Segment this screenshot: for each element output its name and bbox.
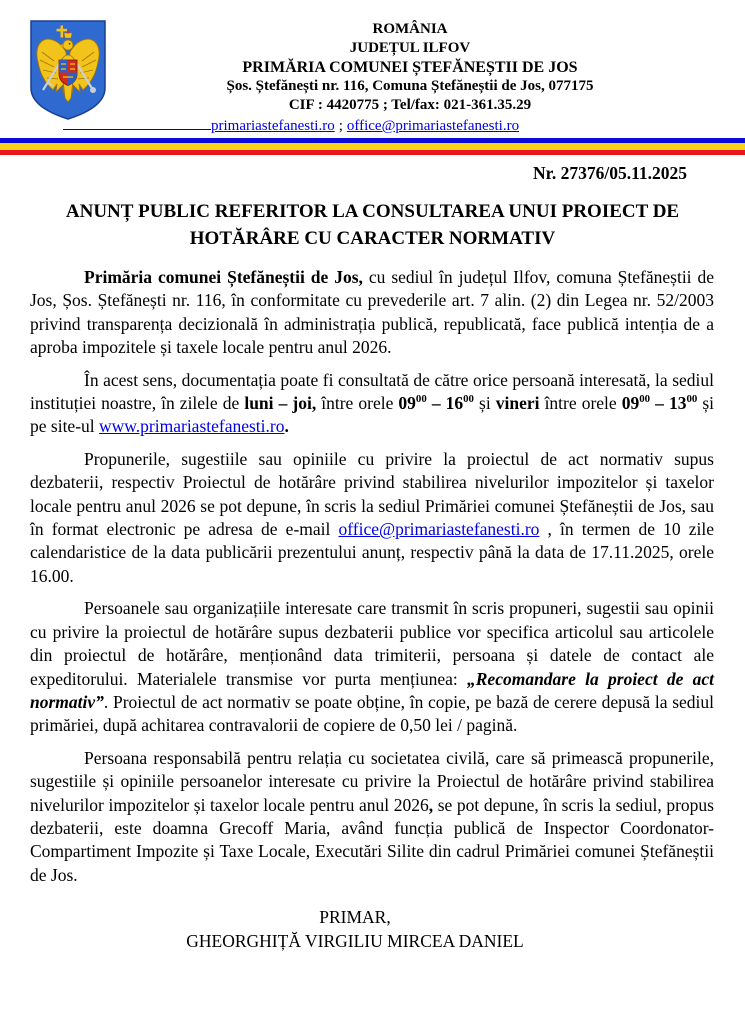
letterhead [105,0,715,115]
link-separator: ; [338,118,343,134]
text-run: 00 [463,393,474,406]
text-run: se pot depune, în scris la sediul, propus dezbaterii, este doamna Grecoff Maria, având funcția publică de Inspector Coordonator- Compartiment Impozite și Taxe Locale, Executări Silite din cadrul Primăriei comunei Ștefăneștii de Jos. [30,794,714,885]
text-run: Persoana responsabilă pentru relația cu societatea civilă, care să primească propunerile, sugestiile și opiniile persoanelor interesate cu privire la Proiectul de hotărâre privind stabilirea nivelurilor impozitelor și taxelor locale pentru anul 2026 [30,747,714,815]
document-title-line1: ANUNȚ PUBLIC REFERITOR LA CONSULTAREA UNUI PROIECT DE [65,201,680,222]
text-run: În acest sens, documentația poate fi consultată de către orice persoană interesată, la sediul instituției noastre, în zilele de [30,369,714,414]
text-run: și pe site-ul [30,393,715,437]
text-run: între orele [539,393,622,414]
letterhead-county: JUDEȚUL ILFOV [349,40,471,56]
text-run: , în termen de 10 zile calendaristice de la data publicării prezentului anunț, respectiv până la data de 17.11.2025, orele 16.00. [30,519,714,586]
letterhead-address: Șos. Ștefănești nr. 116, Comuna Ștefăneștii de Jos, 077175 [226,78,594,94]
text-run: – [426,393,446,414]
signature-name: GHEORGHIȚĂ VIRGILIU MIRCEA DANIEL [186,931,524,952]
text-run: Propunerile, sugestiile sau opiniile cu privire la proiectul de act normativ supus dezbaterii, respectiv Proiectul de hotărâre privind stabilirea nivelurilor impozitelor și taxelor locale pentru anul 2026 se pot depune, în scris la sediul Primăriei comunei Ștefăneștii de Jos, sau în format electronic pe adresa de e-mail [30,448,714,540]
paragraph-intro [30,266,714,360]
signature-role: PRIMAR, [319,907,391,928]
document-title [10,198,735,252]
text-run: 00 [686,393,698,406]
document-title-line2: HOTĂRÂRE CU CARACTER NORMATIV [189,228,556,249]
letterhead-contact: CIF : 4420775 ; Tel/fax: 021-361.35.29 [288,97,532,113]
text-run: 13 [668,393,687,414]
flag-stripe-yellow [0,143,745,150]
website-link[interactable]: primariastefanesti.ro [211,118,335,134]
hyperlink[interactable]: office@primariastefanesti.ro [338,519,540,540]
text-run: 09 [621,393,640,414]
letterhead-links [63,115,745,135]
paragraph-responsible-person [30,747,714,887]
text-run: , [428,794,434,815]
email-link[interactable]: office@primariastefanesti.ro [346,118,520,134]
romania-coat-of-arms-icon [30,20,106,120]
text-run: 09 [398,393,416,414]
text-run: 16 [445,393,464,414]
tricolor-band [0,138,745,155]
document-body [30,266,714,887]
paragraph-recommendation-rules [30,597,714,737]
text-run: vineri [495,393,540,414]
text-run: între orele [316,393,399,414]
text-run: Primăria comunei Ștefăneștii de Jos, [84,267,363,287]
hyperlink[interactable]: www.primariastefanesti.ro [99,416,285,437]
registration-number: Nr. 27376/05.11.2025 [533,163,687,183]
text-run: cu sediul în județul Ilfov, comuna Ștefăneștii de Jos, Șos. Ștefănești nr. 116, în conformitate cu prevederile art. 7 alin. (2) din Legea nr. 52/2003 privind transparența decizională în administrația publică, republicată, face publică intenția de a aproba impozitele și taxele locale pentru anul 2026. [30,267,714,358]
text-run: . Proiectul de act normativ se poate obține, în copie, pe bază de cerere depusă la sediul primăriei, după achitarea contravalorii de copiere de 0,50 lei / pagină. [30,691,714,736]
text-run: – [650,393,669,414]
paragraph-consultation-schedule [30,369,714,439]
letterhead-country: ROMÂNIA [372,21,448,37]
text-run: . [284,416,289,437]
text-run: și [473,393,496,414]
text-run: Persoanele sau organizațiile interesate care transmit în scris propuneri, sugestii sau opinii cu privire la proiectul de hotărâre supus dezbaterii publice vor specifica articolul sau articolele din proiectul de hotărâre, menționând data trimiterii, persoana și datele de contact ale expeditorului. Materialele transmise vor purta mențiunea: [30,598,714,689]
paragraph-submission [30,448,714,588]
letterhead-institution: PRIMĂRIA COMUNEI ȘTEFĂNEȘTII DE JOS [242,59,578,76]
signature-block [0,905,710,953]
text-run: „Recomandare la proiect de act normativ” [30,668,714,712]
text-run: 00 [639,393,651,406]
text-run: luni – joi, [244,393,317,414]
text-run: 00 [415,393,427,406]
